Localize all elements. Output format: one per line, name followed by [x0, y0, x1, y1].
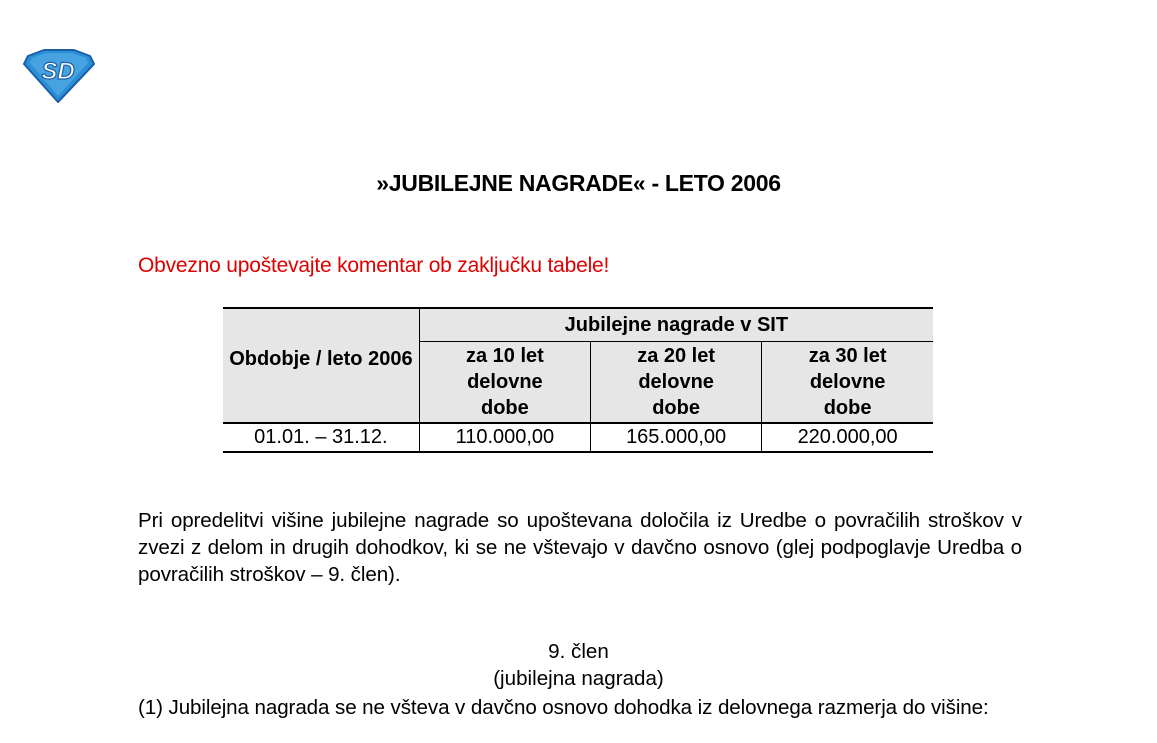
- company-logo: [22, 48, 96, 104]
- subheader-10-years: za 10 let delovne dobe: [419, 342, 590, 424]
- subheader-20-years: za 20 let delovne dobe: [591, 342, 762, 424]
- explanation-paragraph: Pri opredelitvi višine jubilejne nagrade so upoštevana določila iz Uredbe o povračilih stroškov v zvezi z delom in drugih dohodkov, ki se ne vštevajo v davčno osnovo (glej podpoglavje Uredba o povračilih stroškov – 9. člen).: [138, 509, 1022, 586]
- jubilee-awards-table: [223, 307, 933, 453]
- article-subtitle: (jubilejna nagrada): [493, 667, 664, 690]
- table-row: [223, 423, 933, 452]
- svg-text:SD: SD: [41, 58, 75, 85]
- article-number: 9. člen: [548, 640, 609, 663]
- page-title: »JUBILEJNE NAGRADE« - LETO 2006: [376, 170, 781, 196]
- value-cell-20: 165.000,00: [591, 423, 762, 452]
- warning-note: Obvezno upoštevajte komentar ob zaključku tabele!: [138, 254, 610, 277]
- table-header-row: [223, 308, 933, 342]
- shield-logo-icon: [22, 48, 96, 104]
- value-cell-30: 220.000,00: [762, 423, 933, 452]
- period-column-header: Obdobje / leto 2006: [223, 308, 419, 423]
- subheader-30-years: za 30 let delovne dobe: [762, 342, 933, 424]
- article-text: (1) Jubilejna nagrada se ne všteva v davčno osnovo dohodka iz delovnega razmerja do višine:: [138, 696, 989, 719]
- period-cell: 01.01. – 31.12.: [223, 423, 419, 452]
- group-header: Jubilejne nagrade v SIT: [419, 308, 933, 342]
- value-cell-10: 110.000,00: [419, 423, 590, 452]
